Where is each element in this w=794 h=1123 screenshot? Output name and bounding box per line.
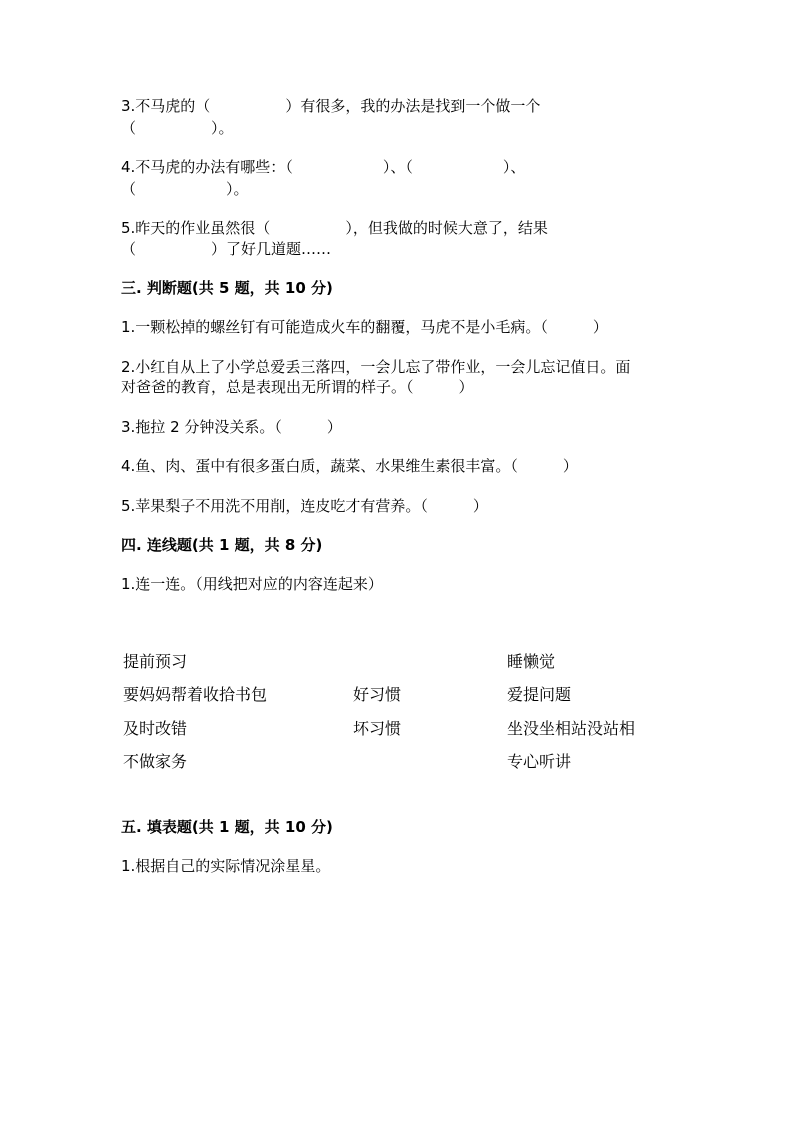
q4-line2: （ ）。 [121, 180, 249, 198]
judge-item-1: 1.一颗松掉的螺丝钉有可能造成火车的翻覆，马虎不是小毛病。（ ） [121, 318, 608, 336]
q5-line2: （ ）了好几道题…… [121, 240, 332, 258]
left-option-4: 不做家务 [123, 752, 188, 771]
table-question: 1.根据自己的实际情况涂星星。 [121, 857, 331, 875]
section4-title: 四. 连线题(共 1 题，共 8 分) [121, 536, 323, 554]
left-option-2: 要妈妈帮着收拾书包 [123, 685, 268, 704]
judge-item-5: 5.苹果梨子不用洗不用削，连皮吃才有营养。（ ） [121, 497, 488, 515]
judge-item-4: 4.鱼、肉、蛋中有很多蛋白质，蔬菜、水果维生素很丰富。（ ） [121, 457, 578, 475]
right-option-4: 专心听讲 [507, 752, 572, 771]
middle-option-2: 坏习惯 [353, 719, 402, 738]
left-option-3: 及时改错 [123, 719, 188, 738]
q5-line1: 5.昨天的作业虽然很（ ），但我做的时候大意了，结果 [121, 219, 548, 237]
left-option-1: 提前预习 [123, 652, 188, 671]
right-option-3: 坐没坐相站没站相 [507, 719, 636, 738]
judge-item-3: 3.拖拉 2 分钟没关系。（ ） [121, 418, 342, 436]
matching-question: 1.连一连。（用线把对应的内容连起来） [121, 575, 383, 593]
q4-line1: 4.不马虎的办法有哪些：（ ）、（ ）、 [121, 158, 526, 176]
right-option-1: 睡懒觉 [507, 652, 556, 671]
q3-line2: （ ）。 [121, 119, 234, 137]
middle-option-1: 好习惯 [353, 685, 402, 704]
section3-title: 三. 判断题(共 5 题，共 10 分) [121, 279, 333, 297]
section5-title: 五. 填表题(共 1 题，共 10 分) [121, 818, 333, 836]
right-option-2: 爱提问题 [507, 685, 572, 704]
judge-item-2b: 对爸爸的教育，总是表现出无所谓的样子。（ ） [121, 378, 474, 396]
judge-item-2a: 2.小红自从上了小学总爱丢三落四，一会儿忘了带作业，一会儿忘记值日。面 [121, 358, 631, 376]
q3-line1: 3.不马虎的（ ）有很多，我的办法是找到一个做一个 [121, 97, 541, 115]
